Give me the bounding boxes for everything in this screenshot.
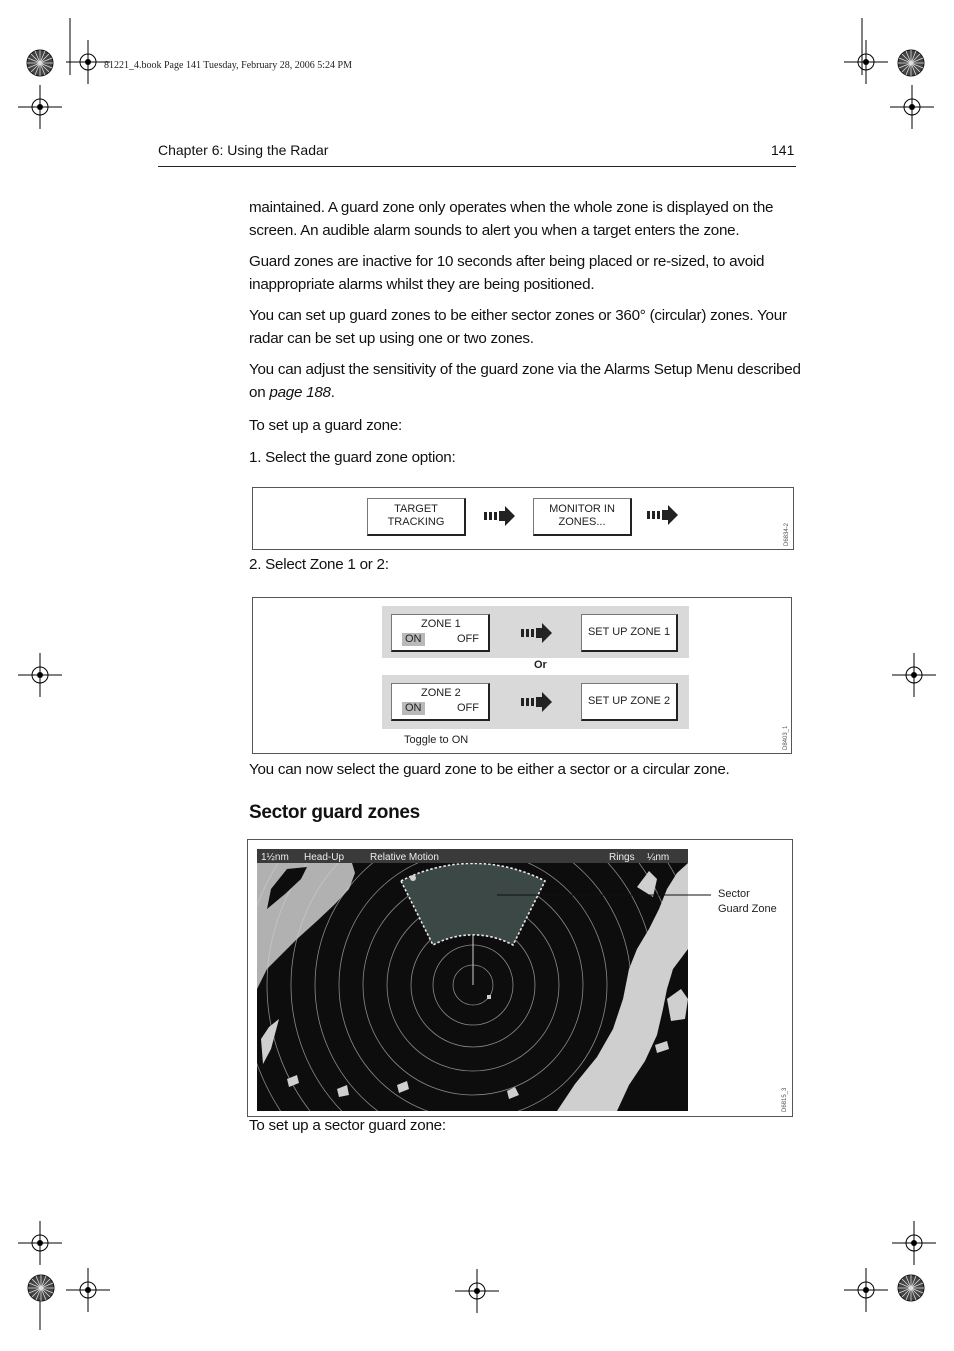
on-option: ON — [402, 633, 425, 646]
off-option: OFF — [457, 702, 479, 714]
callout-leader — [495, 888, 717, 900]
rings-label: Rings — [609, 852, 635, 863]
step-2: 2. Select Zone 1 or 2: — [249, 556, 389, 573]
paragraph: You can set up guard zones to be either sector zones or 360° (circular) zones. Your radar can be set up using one or two zones. — [249, 307, 787, 347]
or-label: Or — [534, 659, 547, 671]
target-tracking-softkey[interactable]: TARGET TRACKING — [367, 498, 466, 536]
set-up-zone1-softkey[interactable]: SET UP ZONE 1 — [581, 614, 678, 652]
figure-id: D6815_3 — [782, 1087, 788, 1112]
off-option: OFF — [457, 633, 479, 645]
paragraph: To set up a sector guard zone: — [249, 1117, 446, 1134]
paragraph: To set up a guard zone: — [249, 417, 402, 434]
motion-readout: Relative Motion — [370, 852, 439, 863]
rings-value: ¼nm — [647, 852, 670, 863]
paragraph: You can now select the guard zone to be either a sector or a circular zone. — [249, 761, 730, 778]
paragraph: You can adjust the sensitivity of the guard zone via the Alarms Setup Menu described on page 188. — [249, 361, 801, 401]
figure-id: D6834-2 — [784, 522, 790, 546]
section-heading: Sector guard zones — [249, 802, 420, 823]
toggle-note: Toggle to ON — [404, 734, 469, 746]
paragraph: maintained. A guard zone only operates when the whole zone is displayed on the screen. An audible alarm sounds to alert you when a target enters the zone. — [249, 199, 774, 239]
on-option: ON — [402, 702, 425, 715]
chapter-title: Chapter 6: Using the Radar — [158, 142, 329, 158]
arrow-icon — [646, 504, 680, 526]
page-reference-link[interactable]: page 188 — [269, 383, 331, 401]
figure-radar-screen — [247, 839, 793, 1117]
set-up-zone2-softkey[interactable]: SET UP ZONE 2 — [581, 683, 678, 721]
figure-menu-path — [252, 487, 794, 550]
arrow-icon — [520, 622, 554, 644]
step-1: 1. Select the guard zone option: — [249, 449, 456, 466]
zone2-softkey[interactable]: ZONE 2 ON OFF — [391, 683, 490, 721]
zone1-softkey[interactable]: ZONE 1 ON OFF — [391, 614, 490, 652]
figure-zone-select — [252, 597, 792, 754]
range-readout: 1½nm — [261, 852, 289, 863]
figure-id: D8403_1 — [783, 725, 789, 750]
header-rule — [158, 166, 796, 167]
arrow-icon — [520, 691, 554, 713]
arrow-icon — [483, 505, 517, 527]
paragraph: Guard zones are inactive for 10 seconds after being placed or re-sized, to avoid inappropriate alarms whilst they are being positioned. — [249, 253, 765, 293]
orientation-readout: Head-Up — [304, 852, 345, 863]
sector-guard-zone-callout: Sector Guard Zone — [718, 888, 777, 915]
print-imprint: 81221_4.book Page 141 Tuesday, February 28, 2006 5:24 PM — [104, 60, 352, 71]
monitor-in-zones-softkey[interactable]: MONITOR IN ZONES... — [533, 498, 632, 536]
page-number: 141 — [771, 142, 795, 158]
